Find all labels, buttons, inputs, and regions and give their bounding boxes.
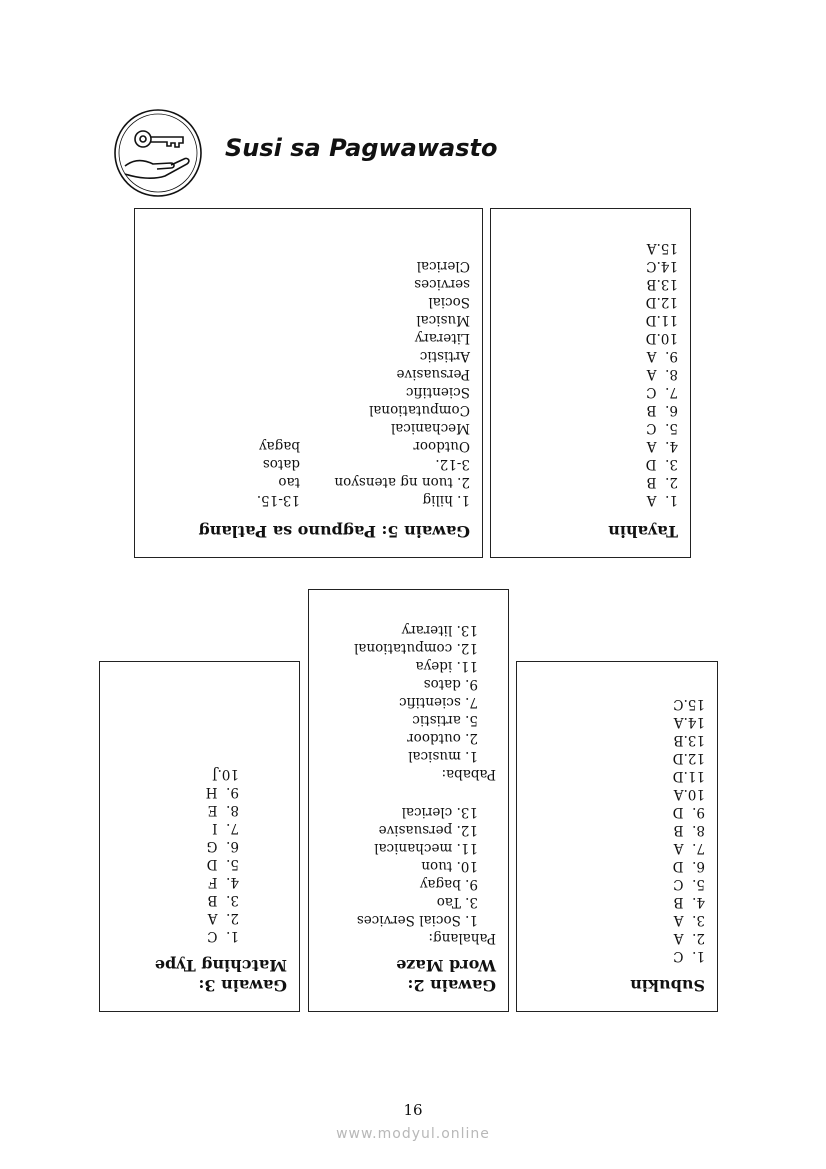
tayahin-answer: 2. B xyxy=(646,474,678,490)
subukin-answer: 4. B xyxy=(673,894,705,910)
subukin-answer: 7. A xyxy=(673,840,705,856)
gawain5-item: 2. tuon ng atensyon xyxy=(334,474,470,490)
gawain5-item: Scientific xyxy=(405,384,470,400)
gawain5-item: bagay xyxy=(258,438,300,454)
tayahin-answer: 3. D xyxy=(645,456,678,472)
pababa-item: 11. ideya xyxy=(415,658,478,674)
gawain2-subheading: Word Maze xyxy=(396,956,496,975)
subukin-answer: 13.B xyxy=(673,732,705,748)
tayahin-answer: 7. C xyxy=(646,384,678,400)
gawain5-item: Outdoor xyxy=(413,438,470,454)
gawain5-item: tao xyxy=(278,474,300,490)
pahalang-item: 10. tuon xyxy=(421,858,478,874)
gawain5-item: Artistic xyxy=(419,348,470,364)
subukin-answer: 15.C xyxy=(673,696,705,712)
pababa-item: 2. outdoor xyxy=(407,730,478,746)
pahalang-item: 11. mechanical xyxy=(374,840,478,856)
gawain2-heading: Gawain 2: xyxy=(407,976,496,995)
gawain2-box xyxy=(308,589,509,1012)
subukin-answer: 6. D xyxy=(672,858,705,874)
subukin-answer: 2. A xyxy=(673,930,705,946)
pahalang-item: 9. bagay xyxy=(419,876,478,892)
gawain5-item: 3-12. xyxy=(435,456,470,472)
tayahin-answer: 14.C xyxy=(646,258,678,274)
tayahin-answer: 12.D xyxy=(645,294,678,310)
page-number: 16 xyxy=(403,1101,423,1119)
gawain5-item: Persuasive xyxy=(396,366,470,382)
subukin-answer: 1. C xyxy=(673,948,705,964)
gawain5-heading: Gawain 5: Pagpuno sa Patlang xyxy=(198,522,470,541)
gawain3-answer: 2. A xyxy=(207,910,239,926)
pababa-item: 7. scientific xyxy=(399,694,478,710)
subukin-box xyxy=(516,661,718,1012)
tayahin-answer: 1. A xyxy=(646,492,678,508)
subukin-heading: Subukin xyxy=(630,976,705,995)
gawain3-answer: 8. E xyxy=(207,802,239,818)
subukin-answer: 5. C xyxy=(673,876,705,892)
tayahin-answer: 4. A xyxy=(646,438,678,454)
gawain3-heading: Gawain 3: xyxy=(198,976,287,995)
subukin-answer: 3. A xyxy=(673,912,705,928)
tayahin-answer: 8. A xyxy=(646,366,678,382)
pahalang-item: 1. Social Services xyxy=(356,912,478,928)
pababa-item: 5. artistic xyxy=(412,712,478,728)
gawain5-item: Computational xyxy=(369,402,470,418)
tayahin-answer: 5. C xyxy=(646,420,678,436)
page-title: Susi sa Pagwawasto xyxy=(225,134,498,162)
gawain3-answer: 4. F xyxy=(208,874,239,890)
tayahin-answer: 13.B xyxy=(646,276,678,292)
gawain3-answer: 9. H xyxy=(205,784,239,800)
tayahin-answer: 11.D xyxy=(645,312,678,328)
gawain5-item: 13-15. xyxy=(256,492,300,508)
pababa-item: 13. literary xyxy=(401,622,478,638)
pababa-label: Pababa: xyxy=(441,766,496,782)
pahalang-item: 13. clerical xyxy=(401,804,478,820)
tayahin-answer: 6. B xyxy=(646,402,678,418)
subukin-answer: 12.D xyxy=(672,750,705,766)
tayahin-answer: 9. A xyxy=(646,348,678,364)
pababa-item: 9. datos xyxy=(423,676,478,692)
gawain5-item: Social xyxy=(428,294,470,310)
watermark: www.modyul.online xyxy=(336,1126,490,1142)
subukin-answer: 10.A xyxy=(673,786,705,802)
gawain3-answer: 10.J xyxy=(212,766,239,782)
tayahin-answer: 10.D xyxy=(645,330,678,346)
subukin-answer: 8. B xyxy=(673,822,705,838)
gawain5-item: 1. hilig xyxy=(422,492,470,508)
gawain3-answer: 1. C xyxy=(207,928,239,944)
pahalang-item: 12. persuasive xyxy=(378,822,478,838)
pahalang-item: 3. Tao xyxy=(436,894,478,910)
gawain5-item: datos xyxy=(262,456,300,472)
gawain3-answer: 3. B xyxy=(207,892,239,908)
pahalang-label: Pahalang: xyxy=(428,930,496,946)
gawain3-answer: 5. D xyxy=(206,856,239,872)
gawain5-item: Mechanical xyxy=(390,420,470,436)
key-in-hand-icon xyxy=(113,108,203,198)
gawain5-item: services xyxy=(414,276,470,292)
pababa-item: 1. musical xyxy=(408,748,478,764)
subukin-answer: 14.A xyxy=(673,714,705,730)
pababa-item: 12. computational xyxy=(354,640,478,656)
subukin-answer: 11.D xyxy=(672,768,705,784)
gawain5-item: Musical xyxy=(416,312,470,328)
gawain3-answer: 6. G xyxy=(206,838,239,854)
gawain3-answer: 7. I xyxy=(212,820,239,836)
tayahin-heading: Tayahin xyxy=(608,522,678,541)
tayahin-answer: 15.A xyxy=(646,240,678,256)
gawain3-subheading: Matching Type xyxy=(154,956,287,975)
subukin-answer: 9. D xyxy=(672,804,705,820)
gawain3-box xyxy=(99,661,300,1012)
tayahin-box xyxy=(490,208,691,558)
gawain5-item: Clerical xyxy=(416,258,470,274)
gawain5-box xyxy=(134,208,483,558)
gawain5-item: Literary xyxy=(414,330,470,346)
